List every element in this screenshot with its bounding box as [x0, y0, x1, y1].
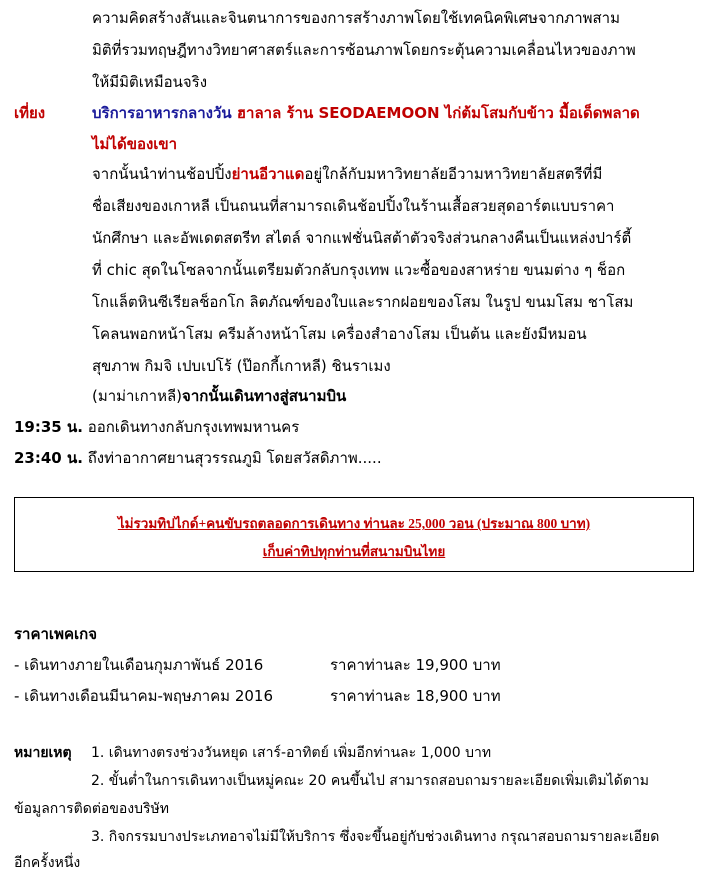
price-period: - เดินทางเดือนมีนาคม-พฤษภาคม 2016	[14, 687, 273, 705]
shopping-ramen: (มาม่าเกาหลี)	[92, 387, 183, 405]
shopping-line: ชื่อเสียงของเกาหลี เป็นถนนที่สามารถเดินช้อปปิ้งในร้านเสื้อสวยสุดอาร์ตแบบราคา	[92, 197, 615, 215]
intro-line: ความคิดสร้างสันและจินตนาการของการสร้างภาพโดยใช้เทคนิคพิเศษจากภาพสาม	[92, 9, 620, 27]
price-row	[14, 686, 501, 706]
shopping-desc: อยู่ใกล้กับมหาวิทยาลัยอีวามหาวิทยาลัยสตรีที่มี	[304, 165, 603, 183]
flight-time: 23:40 น.	[14, 449, 83, 467]
tip-notice-box	[14, 497, 694, 572]
intro-line: ให้มีมิติเหมือนจริง	[92, 73, 208, 91]
flight-row	[14, 448, 382, 468]
shopping-intro: จากนั้นนำท่านช้อปปิ้ง	[92, 165, 232, 183]
shopping-line	[92, 164, 602, 184]
tip-notice-line: เก็บค่าทิปทุกท่านที่สนามบินไทย	[262, 544, 446, 559]
flight-time: 19:35 น.	[14, 418, 83, 436]
price-value: ราคาท่านละ 18,900 บาท	[330, 687, 501, 705]
intro-line: มิติที่รวมทฤษฎีทางวิทยาศาสตร์และการซ้อนภาพโดยกระตุ้นความเคลื่อนไหวของภาพ	[92, 41, 636, 59]
remark-row	[14, 743, 492, 763]
remark-note: อีกครั้งหนึ่ง	[14, 855, 81, 871]
price-heading: ราคาเพคเกจ	[14, 625, 97, 643]
lunch-line	[92, 103, 640, 123]
tip-notice-line: ไม่รวมทิปไกด์+คนขับรถตลอดการเดินทาง ท่านละ 25,000 วอน (ประมาณ 800 บาท)	[117, 516, 591, 531]
flight-text: ถึงท่าอากาศยานสุวรรณภูมิ โดยสวัสดิภาพ.....	[87, 449, 382, 467]
shopping-line: โคลนพอกหน้าโสม ครีมล้างหน้าโสม เครื่องสำอางโสม เป็นต้น และยังมีหมอน	[92, 325, 587, 343]
shopping-line: นักศึกษา และอัพเดตสตรีท สไตล์ จากแฟชั่นนิสต้าตัวจริงส่วนกลางคืนเป็นแหล่งปาร์ตี้	[92, 229, 632, 247]
remark-label: หมายเหตุ	[14, 745, 72, 761]
lunch-service: บริการอาหารกลางวัน	[92, 104, 232, 122]
remark-note: 1. เดินทางตรงช่วงวันหยุด เสาร์-อาทิตย์ เพิ่มอีกท่านละ 1,000 บาท	[91, 745, 492, 761]
shopping-line: สุขภาพ กิมจิ เปบเปโร้ (ป๊อกกี้เกาหลี) ชินราเมง	[92, 357, 391, 375]
flight-text: ออกเดินทางกลับกรุงเทพมหานคร	[87, 418, 300, 436]
shopping-district: ย่านอีวาแด	[231, 165, 305, 183]
remark-note: 2. ขั้นต่ำในการเดินทางเป็นหมู่คณะ 20 คนขึ้นไป สามารถสอบถามรายละเอียดเพิ่มเติมได้ตาม	[91, 773, 650, 789]
flight-row	[14, 417, 299, 437]
price-row	[14, 655, 501, 675]
lunch-label: เที่ยง	[14, 104, 46, 122]
shopping-line: โกแล็ตหินซีเรียลช็อกโก ลิตภัณฑ์ของใบและรากฝอยของโสม ในรูป ขนมโสม ชาโสม	[92, 293, 634, 311]
shopping-line	[92, 386, 346, 406]
remark-note: 3. กิจกรรมบางประเภทอาจไม่มีให้บริการ ซึ่งจะขึ้นอยู่กับช่วงเดินทาง กรุณาสอบถามรายละเอียด	[91, 829, 660, 845]
lunch-restaurant: ฮาลาล ร้าน SEODAEMOON ไก่ต้มโสมกับข้าว มื้อเด็ดพลาด	[236, 104, 640, 122]
remark-note: ข้อมูลการติดต่อของบริษัท	[14, 801, 170, 817]
price-period: - เดินทางภายในเดือนกุมภาพันธ์ 2016	[14, 656, 264, 674]
price-value: ราคาท่านละ 19,900 บาท	[330, 656, 501, 674]
shopping-line: ที่ chic สุดในโซลจากนั้นเตรียมตัวกลับกรุงเทพ แวะซื้อของสาหร่าย ขนมต่าง ๆ ช็อก	[92, 261, 626, 279]
lunch-line-2: ไม่ได้ของเขา	[92, 135, 178, 153]
shopping-to-airport: จากนั้นเดินทางสู่สนามบิน	[182, 387, 347, 405]
